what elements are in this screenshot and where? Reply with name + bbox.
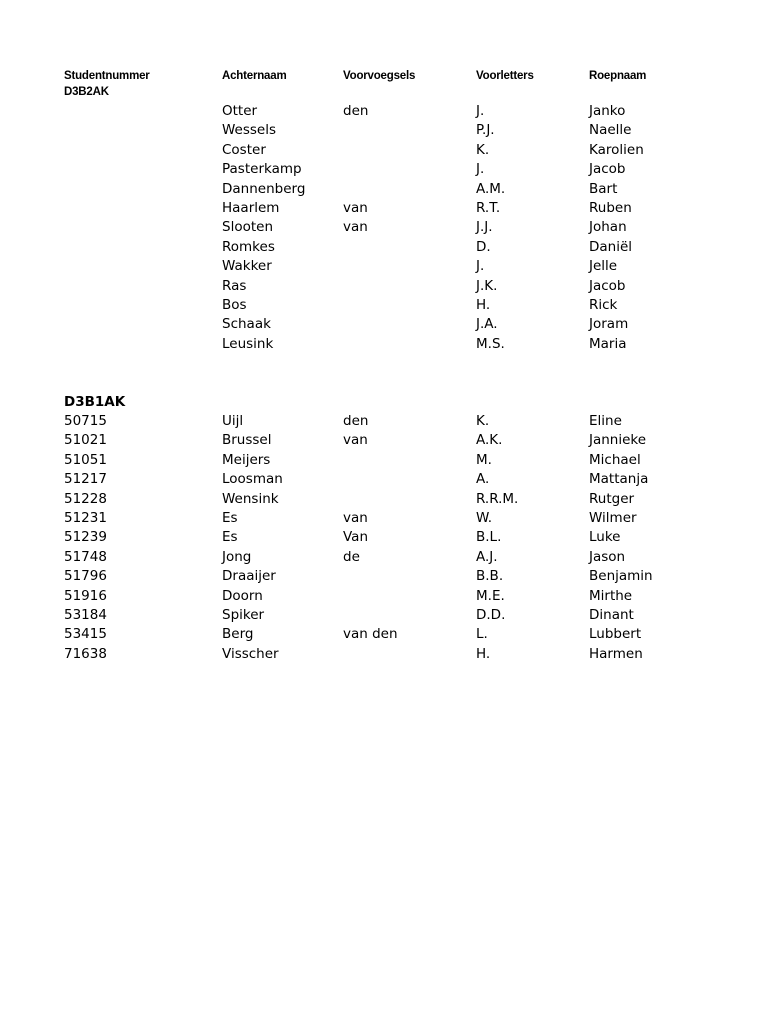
table-row bbox=[0, 645, 768, 664]
cell-voorletters: J. bbox=[476, 161, 485, 178]
cell-voorletters: A.J. bbox=[476, 548, 498, 565]
cell-voorletters: K. bbox=[476, 141, 490, 158]
cell-achternaam: Brussel bbox=[222, 432, 272, 449]
cell-achternaam: Romkes bbox=[222, 238, 275, 255]
table-row bbox=[0, 567, 768, 586]
cell-voorvoegsels: van bbox=[343, 199, 368, 216]
cell-studentnummer: 50715 bbox=[64, 413, 107, 429]
cell-roepnaam: Naelle bbox=[589, 122, 632, 139]
table-row bbox=[0, 296, 768, 315]
cell-voorletters: K. bbox=[476, 413, 490, 429]
cell-voorletters: P.J. bbox=[476, 122, 495, 139]
header-voorletters: Voorletters bbox=[476, 70, 534, 82]
cell-achternaam: Es bbox=[222, 529, 238, 546]
table-row bbox=[0, 470, 768, 489]
cell-voorletters: B.B. bbox=[476, 568, 504, 585]
cell-roepnaam: Wilmer bbox=[589, 509, 637, 526]
cell-achternaam: Wakker bbox=[222, 258, 272, 275]
table-row bbox=[0, 257, 768, 276]
cell-roepnaam: Mattanja bbox=[589, 471, 649, 488]
cell-achternaam: Es bbox=[222, 509, 238, 526]
cell-roepnaam: Janko bbox=[589, 103, 626, 119]
cell-voorletters: A.M. bbox=[476, 180, 506, 197]
table-row bbox=[0, 277, 768, 296]
table-row bbox=[0, 587, 768, 606]
header-studentnummer bbox=[64, 68, 150, 100]
table-row bbox=[0, 490, 768, 509]
cell-roepnaam: Michael bbox=[589, 451, 641, 468]
group-label-d3b1ak: D3B1AK bbox=[64, 394, 126, 410]
table-row bbox=[0, 238, 768, 257]
cell-voorletters: A. bbox=[476, 471, 490, 488]
cell-roepnaam: Rick bbox=[589, 296, 618, 313]
cell-studentnummer: 51239 bbox=[64, 529, 107, 546]
cell-roepnaam: Daniël bbox=[589, 238, 633, 255]
cell-roepnaam: Ruben bbox=[589, 199, 632, 216]
cell-studentnummer: 51748 bbox=[64, 548, 107, 565]
cell-achternaam: Uijl bbox=[222, 413, 244, 429]
cell-achternaam: Dannenberg bbox=[222, 180, 306, 197]
cell-voorletters: J.J. bbox=[476, 219, 493, 236]
cell-studentnummer: 51796 bbox=[64, 568, 107, 585]
cell-roepnaam: Eline bbox=[589, 413, 622, 429]
cell-roepnaam: Jacob bbox=[589, 161, 626, 178]
cell-studentnummer: 53184 bbox=[64, 606, 107, 623]
cell-voorletters: J.A. bbox=[476, 316, 498, 333]
group-d3b2ak-table bbox=[0, 102, 768, 354]
cell-roepnaam: Lubbert bbox=[589, 626, 642, 643]
cell-roepnaam: Jason bbox=[589, 548, 626, 565]
cell-achternaam: Wessels bbox=[222, 122, 277, 139]
cell-achternaam: Pasterkamp bbox=[222, 161, 302, 178]
table-row bbox=[0, 509, 768, 528]
table-row bbox=[0, 431, 768, 450]
cell-voorletters: B.L. bbox=[476, 529, 502, 546]
cell-achternaam: Leusink bbox=[222, 335, 274, 352]
table-row bbox=[0, 606, 768, 625]
cell-voorletters: H. bbox=[476, 645, 491, 662]
cell-roepnaam: Maria bbox=[589, 335, 627, 352]
table-row bbox=[0, 528, 768, 547]
cell-achternaam: Berg bbox=[222, 626, 254, 643]
table-row bbox=[0, 548, 768, 567]
cell-achternaam: Loosman bbox=[222, 471, 283, 488]
cell-voorletters: J. bbox=[476, 103, 485, 119]
cell-voorletters: L. bbox=[476, 626, 488, 643]
header-achternaam: Achternaam bbox=[222, 70, 287, 82]
cell-voorvoegsels: Van bbox=[343, 529, 369, 546]
table-row bbox=[0, 160, 768, 179]
cell-studentnummer: 51228 bbox=[64, 490, 107, 507]
cell-roepnaam: Karolien bbox=[589, 141, 644, 158]
table-row bbox=[0, 102, 768, 121]
cell-voorvoegsels: de bbox=[343, 548, 360, 565]
cell-voorvoegsels: van bbox=[343, 509, 368, 526]
cell-achternaam: Slooten bbox=[222, 219, 273, 236]
cell-voorvoegsels: van bbox=[343, 219, 368, 236]
cell-voorletters: M.S. bbox=[476, 335, 505, 352]
cell-achternaam: Ras bbox=[222, 277, 247, 294]
cell-achternaam: Coster bbox=[222, 141, 266, 158]
cell-roepnaam: Joram bbox=[589, 316, 629, 333]
cell-studentnummer: 71638 bbox=[64, 645, 107, 662]
cell-studentnummer: 51217 bbox=[64, 471, 107, 488]
group-label-d3b2ak: D3B2AK bbox=[64, 86, 109, 98]
cell-achternaam: Wensink bbox=[222, 490, 279, 507]
cell-voorletters: H. bbox=[476, 296, 491, 313]
cell-voorletters: J.K. bbox=[476, 277, 498, 294]
cell-roepnaam: Mirthe bbox=[589, 587, 633, 604]
table-row bbox=[0, 335, 768, 354]
cell-voorvoegsels: den bbox=[343, 103, 369, 119]
cell-voorletters: D. bbox=[476, 238, 491, 255]
table-header bbox=[0, 68, 768, 100]
table-row bbox=[0, 199, 768, 218]
cell-voorvoegsels: van den bbox=[343, 626, 398, 643]
cell-voorletters: R.R.M. bbox=[476, 490, 519, 507]
table-row bbox=[0, 625, 768, 644]
cell-studentnummer: 51231 bbox=[64, 509, 107, 526]
cell-voorletters: D.D. bbox=[476, 606, 506, 623]
cell-studentnummer: 51916 bbox=[64, 587, 107, 604]
cell-voorletters: A.K. bbox=[476, 432, 503, 449]
table-row bbox=[0, 180, 768, 199]
table-row bbox=[0, 412, 768, 431]
cell-roepnaam: Johan bbox=[589, 219, 627, 236]
cell-roepnaam: Jannieke bbox=[589, 432, 647, 449]
header-studentnummer-label: Studentnummer bbox=[64, 70, 150, 82]
cell-achternaam: Otter bbox=[222, 103, 258, 119]
cell-roepnaam: Jelle bbox=[589, 258, 618, 275]
group-d3b1ak-table bbox=[0, 412, 768, 664]
cell-roepnaam: Luke bbox=[589, 529, 621, 546]
table-row bbox=[0, 141, 768, 160]
table-row bbox=[0, 121, 768, 140]
cell-studentnummer: 51051 bbox=[64, 451, 107, 468]
cell-achternaam: Jong bbox=[222, 548, 252, 565]
cell-studentnummer: 53415 bbox=[64, 626, 107, 643]
cell-achternaam: Spiker bbox=[222, 606, 265, 623]
table-row bbox=[0, 218, 768, 237]
header-roepnaam: Roepnaam bbox=[589, 70, 647, 82]
cell-achternaam: Meijers bbox=[222, 451, 271, 468]
cell-achternaam: Schaak bbox=[222, 316, 271, 333]
cell-roepnaam: Dinant bbox=[589, 606, 634, 623]
cell-studentnummer: 51021 bbox=[64, 432, 107, 449]
cell-voorletters: R.T. bbox=[476, 199, 501, 216]
cell-roepnaam: Benjamin bbox=[589, 568, 653, 585]
cell-roepnaam: Harmen bbox=[589, 645, 643, 662]
cell-roepnaam: Jacob bbox=[589, 277, 626, 294]
cell-roepnaam: Rutger bbox=[589, 490, 635, 507]
cell-achternaam: Doorn bbox=[222, 587, 263, 604]
cell-voorletters: W. bbox=[476, 509, 493, 526]
cell-voorvoegsels: den bbox=[343, 413, 369, 429]
cell-voorletters: J. bbox=[476, 258, 485, 275]
cell-achternaam: Draaijer bbox=[222, 568, 276, 585]
cell-voorletters: M. bbox=[476, 451, 492, 468]
table-row bbox=[0, 451, 768, 470]
cell-achternaam: Bos bbox=[222, 296, 247, 313]
cell-achternaam: Visscher bbox=[222, 645, 279, 662]
cell-achternaam: Haarlem bbox=[222, 199, 280, 216]
cell-roepnaam: Bart bbox=[589, 180, 618, 197]
cell-voorletters: M.E. bbox=[476, 587, 505, 604]
cell-voorvoegsels: van bbox=[343, 432, 368, 449]
table-row bbox=[0, 315, 768, 334]
header-voorvoegsels: Voorvoegsels bbox=[343, 70, 416, 82]
